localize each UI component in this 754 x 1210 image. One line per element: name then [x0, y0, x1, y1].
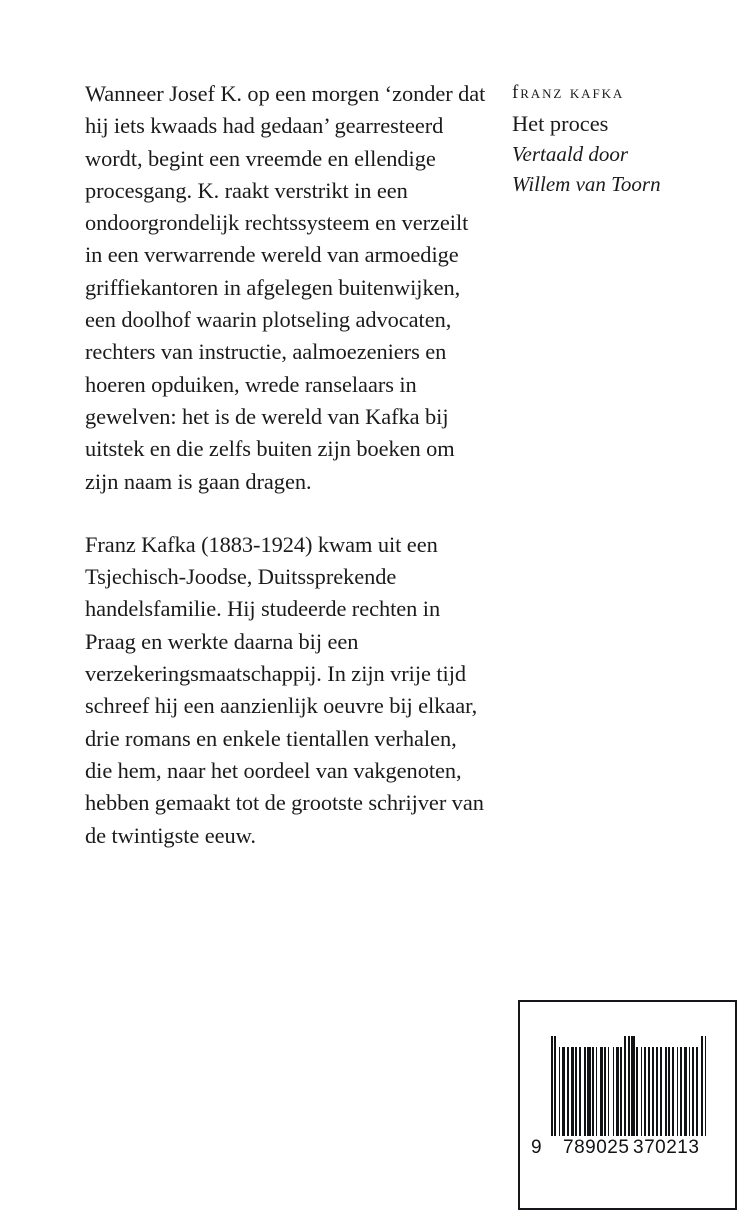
author-name: franz kafka: [512, 82, 625, 103]
barcode-lead-digit: 9: [531, 1137, 543, 1158]
barcode-bars: [551, 1036, 707, 1136]
book-title: Het proces: [512, 111, 609, 136]
barcode: [531, 1036, 707, 1159]
barcode-digits: [531, 1137, 707, 1159]
blurb-column: [85, 78, 489, 852]
barcode-box: [518, 1000, 737, 1210]
translator-label: Vertaald door: [512, 142, 629, 166]
barcode-left-group: 789025: [563, 1137, 630, 1158]
translator-name: Willem van Toorn: [512, 172, 661, 196]
blurb-paragraph-synopsis: Wanneer Josef K. op een morgen ‘zonder dat hij iets kwaads had gedaan’ gearresteerd wordt, begint een vreemde en ellendige procesgang. K. raakt verstrikt in een ondoorgrondelijk rechtssysteem en verzeilt in een verwarrende wereld van armoedige griffiekantoren in afgelegen buitenwijken, een doolhof waarin plotseling advocaten, rechters van instructie, aalmoezeniers en hoeren opduiken, wrede ranselaars in gewelven: het is de wereld van Kafka bij uitstek en die zelfs buiten zijn boeken om zijn naam is gaan dragen.: [85, 81, 486, 494]
blurb-paragraph-author-bio: Franz Kafka (1883-1924) kwam uit een Tsjechisch-Joodse, Duitssprekende handelsfamilie. Hij studeerde rechten in Praag en werkte daarna bij een verzekeringsmaatschappij. In zijn vrije tijd schreef hij een aanzienlijk oeuvre bij elkaar, drie romans en enkele tientallen verhalen, die hem, naar het oordeel van vakgenoten, hebben gemaakt tot de grootste schrijver van de twintigste eeuw.: [85, 531, 484, 848]
title-column: [512, 78, 727, 199]
barcode-right-group: 370213: [633, 1137, 700, 1158]
barcode-bar: [705, 1036, 707, 1136]
